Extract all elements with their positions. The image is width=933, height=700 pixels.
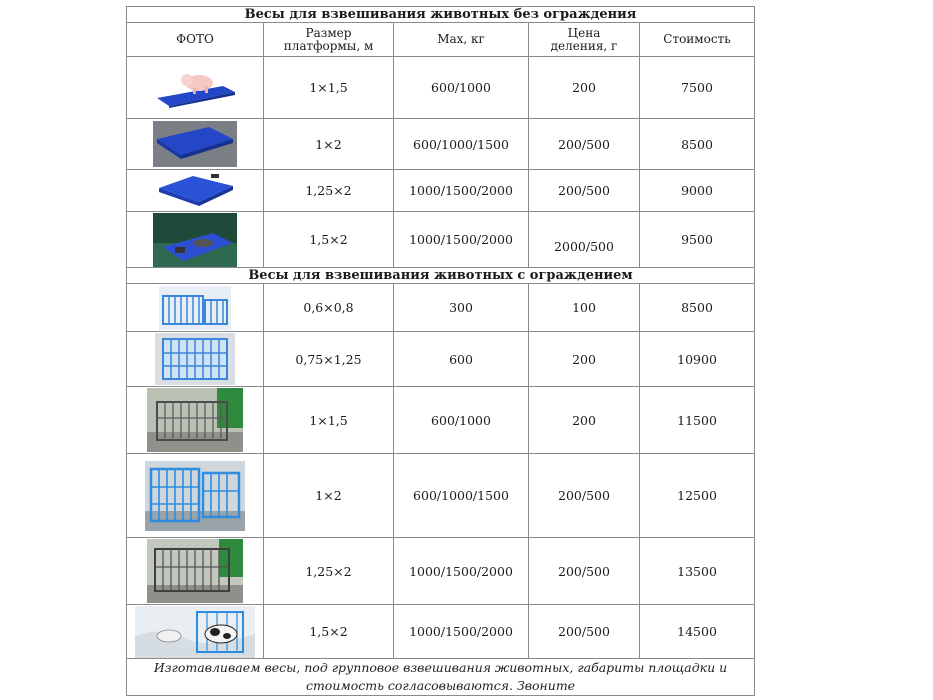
gray-cage-scale-photo	[127, 538, 264, 605]
cell-max: 600/1000/1500	[394, 119, 529, 170]
cell-max: 600/1000/1500	[394, 454, 529, 538]
cell-division: 200	[529, 57, 640, 119]
table-row	[127, 119, 755, 170]
column-header-row	[127, 23, 755, 57]
col-header-size	[264, 23, 394, 57]
cell-division: 200/500	[529, 605, 640, 659]
section-title-unfenced: Весы для взвешивания животных без ограждения	[127, 7, 755, 23]
platform-scale-with-weights-photo	[127, 212, 264, 268]
cell-price: 12500	[640, 454, 755, 538]
cell-size: 0,75×1,25	[264, 332, 394, 387]
gray-cage-scale-photo	[127, 387, 264, 454]
blue-platform-scale-photo	[127, 170, 264, 212]
cell-max: 600/1000	[394, 387, 529, 454]
cell-price: 11500	[640, 387, 755, 454]
col-header-division-line2: деления, г	[550, 38, 618, 53]
cell-size: 1,25×2	[264, 538, 394, 605]
col-header-photo: ФОТО	[127, 23, 264, 57]
cell-division: 200/500	[529, 170, 640, 212]
table-row	[127, 57, 755, 119]
table-row	[127, 605, 755, 659]
cell-division: 200	[529, 387, 640, 454]
cell-size: 1×1,5	[264, 57, 394, 119]
cell-price: 14500	[640, 605, 755, 659]
cow-in-cage-scale-photo	[127, 605, 264, 659]
cell-size: 0,6×0,8	[264, 284, 394, 332]
cell-max: 1000/1500/2000	[394, 538, 529, 605]
cell-max: 1000/1500/2000	[394, 605, 529, 659]
table-row	[127, 284, 755, 332]
cell-division: 200/500	[529, 538, 640, 605]
blue-cage-scale-photo	[127, 332, 264, 387]
cell-size: 1×2	[264, 454, 394, 538]
table-row	[127, 387, 755, 454]
blue-fenced-scale-photo	[127, 284, 264, 332]
cell-division: 200/500	[529, 119, 640, 170]
cell-price: 9500	[640, 212, 755, 268]
cell-price: 9000	[640, 170, 755, 212]
pig-on-platform-scale-photo	[127, 57, 264, 119]
footer-line1: Изготавливаем весы, под групповое взвешивания животных, габариты площадки и	[153, 660, 728, 675]
blue-platform-scale-photo	[127, 119, 264, 170]
footer-row	[127, 659, 755, 696]
table-row	[127, 538, 755, 605]
section-title-fenced: Весы для взвешивания животных с ограждением	[127, 268, 755, 284]
col-header-price: Стоимость	[640, 23, 755, 57]
col-header-size-line1: Размер	[305, 25, 352, 40]
col-header-division-line1: Цена	[567, 25, 601, 40]
cell-price: 8500	[640, 119, 755, 170]
cell-price: 8500	[640, 284, 755, 332]
cell-division: 2000/500	[529, 212, 640, 268]
cell-price: 13500	[640, 538, 755, 605]
col-header-max: Max, кг	[394, 23, 529, 57]
table-row	[127, 332, 755, 387]
cell-max: 600/1000	[394, 57, 529, 119]
table-row	[127, 170, 755, 212]
footer-note	[127, 659, 755, 696]
cell-max: 300	[394, 284, 529, 332]
footer-line2: стоимость согласовываются. Звоните	[305, 678, 576, 693]
cell-division: 100	[529, 284, 640, 332]
cell-size: 1×1,5	[264, 387, 394, 454]
section-header-fenced	[127, 268, 755, 284]
cell-size: 1,5×2	[264, 605, 394, 659]
cell-price: 10900	[640, 332, 755, 387]
price-table	[126, 6, 755, 696]
table-row	[127, 212, 755, 268]
table-row	[127, 454, 755, 538]
cell-price: 7500	[640, 57, 755, 119]
cell-max: 1000/1500/2000	[394, 170, 529, 212]
cell-max: 600	[394, 332, 529, 387]
col-header-size-line2: платформы, м	[283, 38, 374, 53]
cell-size: 1×2	[264, 119, 394, 170]
cell-division: 200/500	[529, 454, 640, 538]
section-header-unfenced	[127, 7, 755, 23]
cell-division: 200	[529, 332, 640, 387]
cell-size: 1,25×2	[264, 170, 394, 212]
cell-max: 1000/1500/2000	[394, 212, 529, 268]
cell-size: 1,5×2	[264, 212, 394, 268]
col-header-division	[529, 23, 640, 57]
blue-cage-scale-photo	[127, 454, 264, 538]
